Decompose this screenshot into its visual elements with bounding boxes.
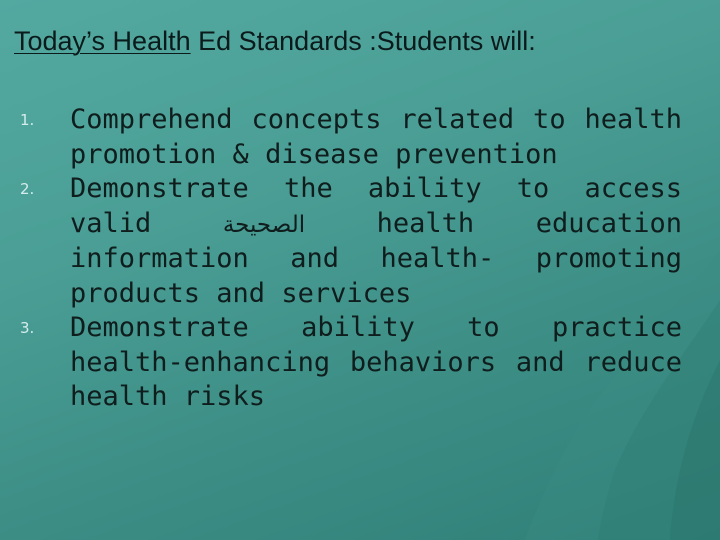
standards-list xyxy=(20,103,682,415)
list-item xyxy=(20,311,682,415)
list-item-text: Comprehend concepts related to health promotion & disease prevention xyxy=(70,104,682,170)
list-item xyxy=(20,103,682,172)
list-item-text: Demonstrate ability to practice health-enhancing behaviors and reduce health risks xyxy=(70,312,682,412)
title-rest: Ed Standards :Students will: xyxy=(190,26,536,56)
list-item-text xyxy=(70,172,682,311)
title-underlined-part: Today’s Health xyxy=(14,26,191,56)
list-item-text-before: Demonstrate the ability to access valid xyxy=(70,173,682,239)
list-item xyxy=(20,172,682,311)
list-number: 1. xyxy=(20,111,35,129)
arabic-word: الصحيحة xyxy=(222,211,306,238)
list-number: 2. xyxy=(20,180,35,198)
slide-title xyxy=(14,26,536,57)
list-item-text-after: health education information and health- promoting products and services xyxy=(70,207,683,309)
list-number: 3. xyxy=(20,319,35,337)
